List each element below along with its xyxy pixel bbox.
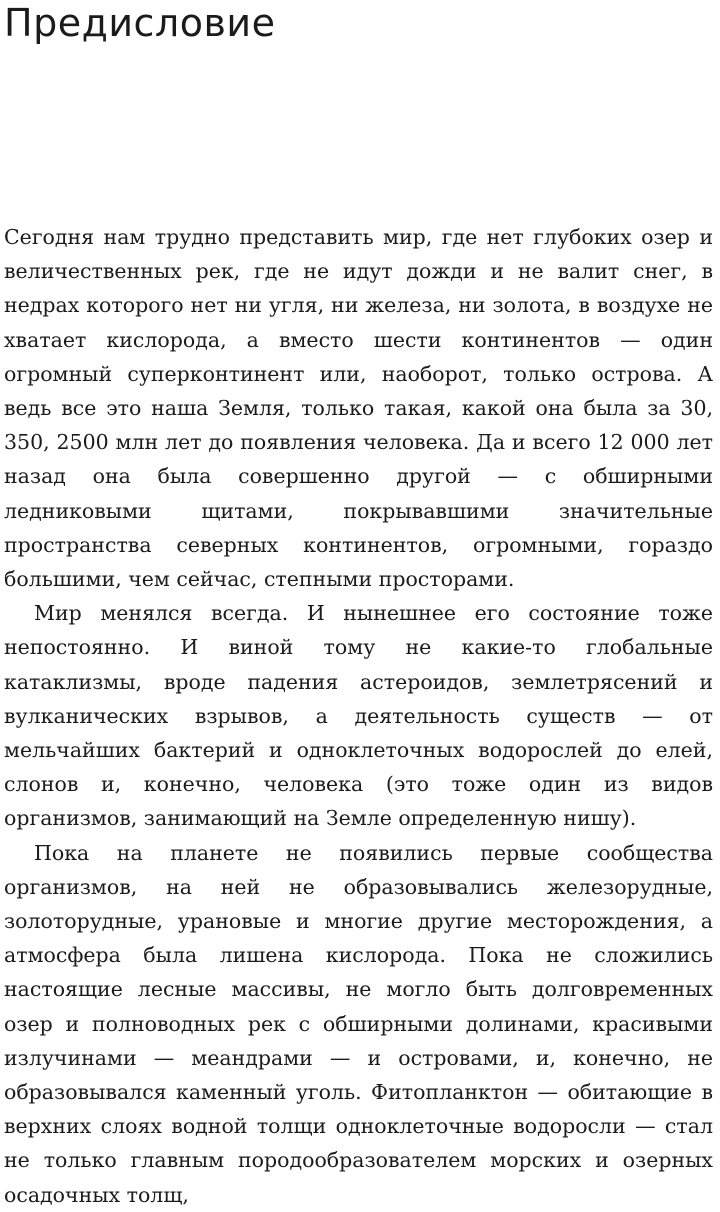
paragraph-2: Мир менялся всегда. И нынешнее его состояние тоже непостоянно. И виной тому не какие-то глобальные катаклизмы, вроде падения астероидов, землетрясений и вулканических взрывов, а деятельность существ — от мельчайших бактерий и одноклеточных водорослей до елей, слонов и, конечно, человека (это тоже один из видов организмов, занимающий на Земле определенную нишу).	[4, 601, 713, 831]
chapter-title: Предисловие	[4, 1, 276, 45]
paragraph-3: Пока на планете не появились первые сообщества организмов, на ней не образовывались железорудные, золоторудные, урановые и многие другие месторождения, а атмосфера была лишена кислорода. Пока не сложились настоящие лесные массивы, не могло быть долговременных озер и полноводных рек с обширными долинами, красивыми излучинами — меандрами — и островами, и, конечно, не образовывался каменный уголь. Фитопланктон — обитающие в верхних слоях водной толщи одноклеточные водоросли — стал не только главным породообразователем морских и озерных осадочных толщ,	[4, 840, 713, 1207]
paragraph-1: Сегодня нам трудно представить мир, где нет глубоких озер и величественных рек, где не идут дожди и не валит снег, в недрах которого нет ни угля, ни железа, ни золота, в воздухе не хватает кислорода, а вместо шести континентов — один огромный суперконтинент или, наоборот, только острова. А ведь все это наша Земля, только такая, какой она была за 30, 350, 2500 млн лет до появления человека. Да и всего 12 000 лет назад она была совершенно другой — с обширными ледниковыми щитами, покрывавшими значительные пространства северных континентов, огромными, гораздо большими, чем сейчас, степными просторами.	[4, 225, 713, 592]
body-text	[4, 220, 713, 1212]
